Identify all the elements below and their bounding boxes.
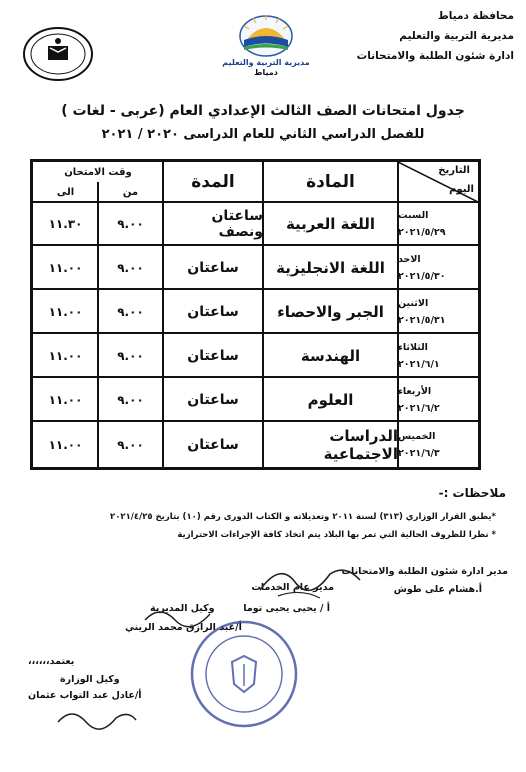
header-to: الى — [56, 186, 75, 198]
row-time-from: ٩.٠٠ — [117, 216, 144, 231]
row-duration: ساعتان ونصف — [211, 207, 263, 240]
header-duration: المدة — [191, 172, 235, 192]
directorate-name: مديرية التربية والتعليم — [399, 30, 514, 42]
director-name: أ.هشام على طوش — [393, 584, 482, 595]
ministry-name: أ/عادل عبد التواب عثمان — [28, 690, 142, 701]
page-subtitle: للفصل الدراسي الثاني للعام الدراسى ٢٠٢٠ / ٢٠٢١ — [101, 127, 425, 142]
row-date-cell — [398, 334, 478, 377]
logo-caption: مديرية التربية والتعليم — [222, 58, 310, 67]
row-duration: ساعتان — [187, 347, 239, 364]
row-date: ٢٠٢١/٦/١ — [398, 358, 440, 370]
logo-city: دمياط — [254, 68, 278, 77]
department-name: ادارة شئون الطلبة والامتحانات — [356, 50, 514, 62]
note-item: *يطبق القرار الوزاري (٣١٣) لسنة ٢٠١١ وتعديلاته و الكتاب الدورى رقم (١٠) بتاريخ ٢٠٢١/٤/٢٥ — [110, 512, 496, 522]
ministry-seal — [22, 26, 94, 82]
row-duration: ساعتان — [187, 391, 239, 408]
header-day: اليوم — [449, 184, 474, 195]
row-time-to: ١١.٠٠ — [48, 437, 83, 452]
row-date: ٢٠٢١/٦/٢ — [398, 402, 440, 414]
row-subject: اللغة الانجليزية — [276, 258, 385, 277]
deputy-title: وكيل المديرية — [150, 603, 215, 614]
row-day: الاثنين — [398, 297, 429, 309]
row-time-from: ٩.٠٠ — [117, 392, 144, 407]
deputy-name: أ/عبد الرازق محمد الريني — [125, 622, 242, 633]
row-subject: الهندسة — [300, 346, 361, 365]
signature-general-manager — [250, 552, 370, 604]
director-title: مدير ادارة شئون الطلبة والامتحانات — [341, 566, 508, 577]
row-day: الخميس — [398, 430, 436, 442]
official-stamp — [188, 618, 300, 730]
approval-label: يعتمد،،،،،، — [28, 656, 75, 667]
row-date-cell — [398, 246, 478, 289]
directorate-logo — [218, 14, 314, 76]
row-day: الاحد — [398, 253, 421, 265]
row-date: ٢٠٢١/٥/٣١ — [398, 314, 446, 326]
row-time-from: ٩.٠٠ — [117, 437, 144, 452]
row-day: الثلاثاء — [398, 341, 428, 353]
governorate-header — [339, 6, 514, 66]
row-day: الأربعاء — [398, 385, 432, 397]
header-exam-time: وقت الامتحان — [64, 166, 132, 178]
row-time-to: ١١.٠٠ — [48, 304, 83, 319]
row-date-cell — [398, 422, 478, 467]
row-duration: ساعتان — [187, 436, 239, 453]
signature-ministry — [50, 700, 140, 736]
row-time-from: ٩.٠٠ — [117, 260, 144, 275]
general-manager-title: مدير عام الخدمات — [251, 582, 334, 593]
exam-schedule-table — [30, 159, 481, 470]
header-from: من — [122, 186, 139, 198]
row-time-to: ١١.٠٠ — [48, 392, 83, 407]
row-day: السبت — [398, 209, 429, 221]
row-duration: ساعتان — [187, 303, 239, 320]
row-time-from: ٩.٠٠ — [117, 304, 144, 319]
row-date-cell — [398, 202, 478, 245]
book-sun-icon — [218, 14, 314, 58]
row-time-to: ١١.٠٠ — [48, 348, 83, 363]
row-date: ٢٠٢١/٦/٣ — [398, 447, 440, 459]
row-subject: اللغة العربية — [285, 214, 376, 233]
date-day-header — [398, 162, 478, 202]
notes-title: ملاحظات :- — [438, 486, 506, 500]
row-subject: الجبر والاحصاء — [277, 302, 384, 321]
governorate-name: محافظة دمياط — [437, 10, 514, 22]
header-date: التاريخ — [438, 165, 470, 176]
note-item: * نظرا للظروف الحالية التي تمر بها البلاد يتم اتخاذ كافة الإجراءات الاحترازية — [177, 530, 496, 540]
header-subject: المادة — [306, 172, 355, 192]
row-date: ٢٠٢١/٥/٣٠ — [398, 270, 446, 282]
row-duration: ساعتان — [187, 259, 239, 276]
general-manager-name: أ / يحيى يحيى توما — [243, 603, 330, 614]
row-time-from: ٩.٠٠ — [117, 348, 144, 363]
row-date-cell — [398, 378, 478, 421]
row-subject: العلوم — [307, 390, 354, 409]
row-date: ٢٠٢١/٥/٢٩ — [398, 226, 446, 238]
row-time-to: ١١.٣٠ — [48, 216, 83, 231]
row-subject: الدراسات الاجتماعية — [323, 426, 398, 463]
row-time-to: ١١.٠٠ — [48, 260, 83, 275]
ministry-title: وكيل الوزارة — [60, 674, 120, 685]
page-title: جدول امتحانات الصف الثالث الإعدادي العام (عربى - لغات ) — [61, 103, 465, 119]
row-date-cell — [398, 290, 478, 333]
